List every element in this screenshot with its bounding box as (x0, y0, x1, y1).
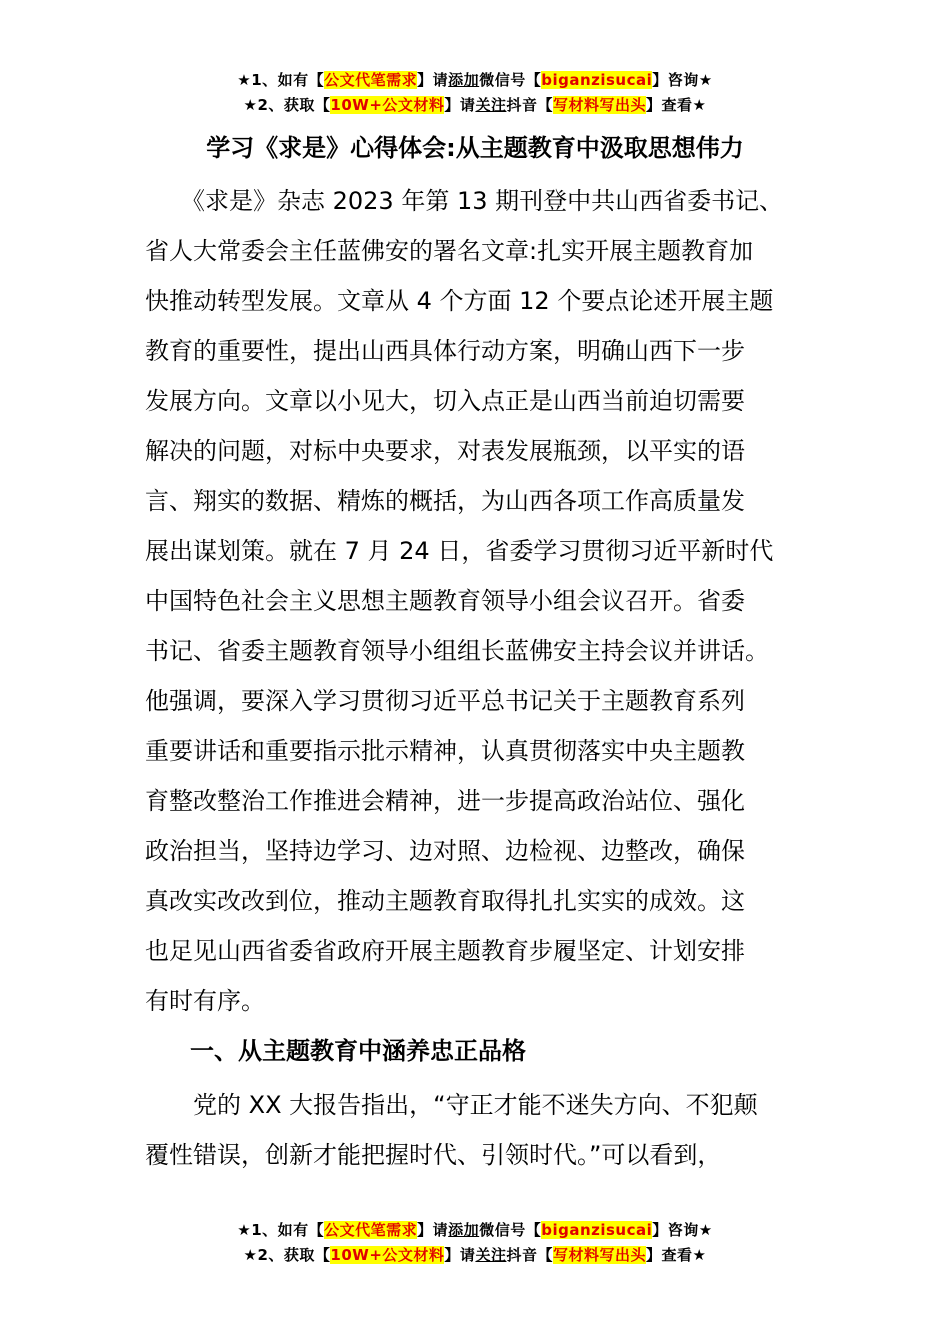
text-line: 覆性错误，创新才能把握时代、引领时代。”可以看到， (145, 1141, 722, 1169)
banner-text: 1、如有【 (251, 71, 325, 89)
highlight-service: 公文代笔需求 (324, 1221, 418, 1239)
star-icon: ★ (237, 71, 252, 89)
text-line: 也足见山西省委省政府开展主题教育步履坚定、计划安排 (145, 937, 745, 965)
text-line: 解决的问题，对标中央要求，对表发展瓶颈，以平实的语 (145, 437, 745, 465)
highlight-materials: 10W+公文材料 (330, 1246, 445, 1264)
text-line: 《求是》杂志 2023 年第 13 期刊登中共山西省委书记、 (145, 187, 784, 215)
text-line: 教育的重要性，提出山西具体行动方案，明确山西下一步 (145, 337, 745, 365)
document-title: 学习《求是》心得体会:从主题教育中汲取思想伟力 (206, 134, 744, 162)
paragraph-2 (145, 1080, 805, 1180)
underlined-follow: 关注 (475, 96, 507, 114)
highlight-service: 公文代笔需求 (324, 71, 418, 89)
underlined-add: 添加 (448, 1221, 480, 1239)
highlight-douyin: 写材料写出头 (552, 1246, 646, 1264)
star-icon: ★ (243, 96, 258, 114)
banner-text: 】查看 (645, 1246, 693, 1264)
star-icon: ★ (692, 96, 707, 114)
text-line: 真改实改改到位，推动主题教育取得扎扎实实的成效。这 (145, 887, 745, 915)
banner-line-1 (0, 68, 950, 93)
banner-line-2 (0, 93, 950, 118)
banner-text: 微信号【 (479, 1221, 542, 1239)
highlight-materials: 10W+公文材料 (330, 96, 445, 114)
text-line: 中国特色社会主义思想主题教育领导小组会议召开。省委 (145, 587, 745, 615)
section-heading-1: 一、从主题教育中涵养忠正品格 (190, 1037, 526, 1065)
banner-text: 1、如有【 (251, 1221, 325, 1239)
highlight-wechat-id: biganzisucai (541, 1221, 653, 1239)
banner-text: 抖音【 (506, 1246, 553, 1264)
star-icon: ★ (698, 71, 713, 89)
banner-text: 】请 (444, 1246, 476, 1264)
highlight-wechat-id: biganzisucai (541, 71, 653, 89)
underlined-follow: 关注 (475, 1246, 507, 1264)
header-banner (0, 68, 950, 118)
banner-text: 】请 (417, 71, 449, 89)
text-line: 有时有序。 (145, 987, 265, 1015)
underlined-add: 添加 (448, 71, 480, 89)
text-line: 省人大常委会主任蓝佛安的署名文章:扎实开展主题教育加 (145, 237, 754, 265)
banner-text: 】咨询 (652, 71, 699, 89)
banner-text: 抖音【 (506, 96, 553, 114)
banner-line-2 (0, 1243, 950, 1268)
text-line: 书记、省委主题教育领导小组组长蓝佛安主持会议并讲话。 (145, 637, 769, 665)
star-icon: ★ (692, 1246, 707, 1264)
text-line: 言、翔实的数据、精炼的概括，为山西各项工作高质量发 (145, 487, 745, 515)
banner-text: 微信号【 (479, 71, 542, 89)
banner-text: 2、获取【 (257, 1246, 331, 1264)
text-line: 重要讲话和重要指示批示精神，认真贯彻落实中央主题教 (145, 737, 745, 765)
banner-text: 】查看 (645, 96, 693, 114)
star-icon: ★ (698, 1221, 713, 1239)
paragraph-1 (145, 176, 805, 1026)
highlight-douyin: 写材料写出头 (552, 96, 646, 114)
star-icon: ★ (237, 1221, 252, 1239)
text-line: 快推动转型发展。文章从 4 个方面 12 个要点论述开展主题 (145, 287, 774, 315)
banner-text: 】请 (417, 1221, 449, 1239)
text-line: 育整改整治工作推进会精神，进一步提高政治站位、强化 (145, 787, 745, 815)
banner-text: 2、获取【 (257, 96, 331, 114)
banner-line-1 (0, 1218, 950, 1243)
banner-text: 】咨询 (652, 1221, 699, 1239)
star-icon: ★ (243, 1246, 258, 1264)
footer-banner (0, 1218, 950, 1268)
text-line: 发展方向。文章以小见大，切入点正是山西当前迫切需要 (145, 387, 745, 415)
text-line: 政治担当，坚持边学习、边对照、边检视、边整改，确保 (145, 837, 745, 865)
text-line: 展出谋划策。就在 7 月 24 日，省委学习贯彻习近平新时代 (145, 537, 774, 565)
text-line: 党的 XX 大报告指出，“守正才能不迷失方向、不犯颠 (145, 1091, 758, 1119)
text-line: 他强调，要深入学习贯彻习近平总书记关于主题教育系列 (145, 687, 745, 715)
banner-text: 】请 (444, 96, 476, 114)
